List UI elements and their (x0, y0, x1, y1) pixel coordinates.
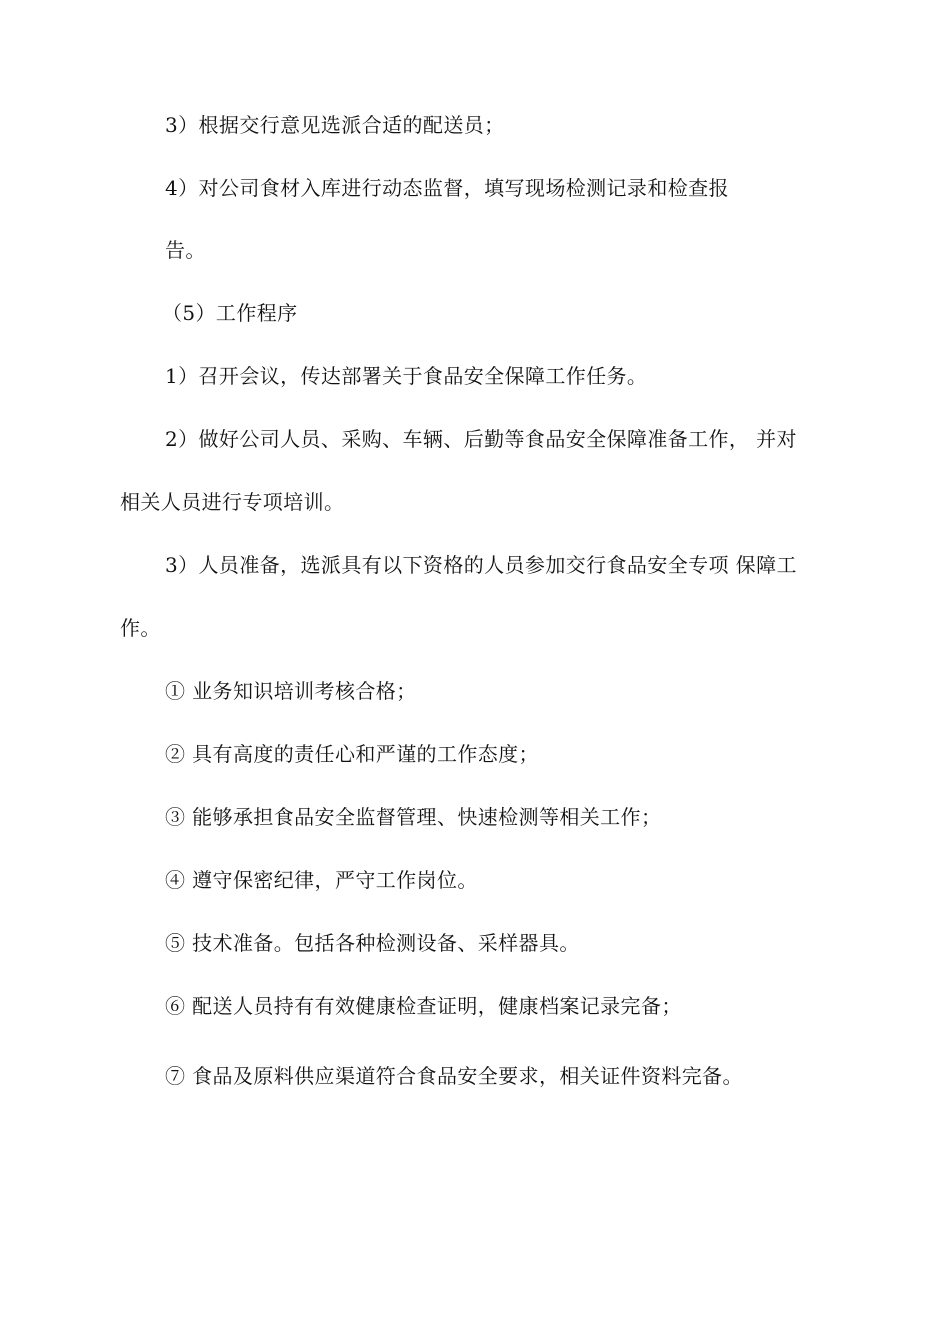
list-item: ⑤ 技术准备。包括各种检测设备、采样器具。 (165, 931, 580, 955)
paragraph-line: 告。 (165, 238, 206, 262)
paragraph-line: 3）人员准备，选派具有以下资格的人员参加交行食品安全专项 保障工 (165, 553, 797, 577)
section-heading: （5）工作程序 (162, 301, 298, 325)
paragraph-line: 相关人员进行专项培训。 (120, 490, 345, 514)
paragraph-line: 3）根据交行意见选派合适的配送员； (165, 113, 505, 137)
paragraph-line: 作。 (120, 616, 161, 640)
list-item: ② 具有高度的责任心和严谨的工作态度； (165, 742, 539, 766)
list-item: ③ 能够承担食品安全监督管理、快速检测等相关工作； (165, 805, 662, 829)
paragraph-line: 2）做好公司人员、采购、车辆、后勤等食品安全保障准备工作， 并对 (165, 427, 797, 451)
list-item: ④ 遵守保密纪律，严守工作岗位。 (165, 868, 478, 892)
list-item: ⑦ 食品及原料供应渠道符合食品安全要求，相关证件资料完备。 (165, 1064, 743, 1088)
paragraph-line: 1）召开会议，传达部署关于食品安全保障工作任务。 (165, 364, 648, 388)
list-item: ① 业务知识培训考核合格； (165, 679, 417, 703)
list-item: ⑥ 配送人员持有有效健康检查证明，健康档案记录完备； (165, 994, 682, 1018)
paragraph-line: 4）对公司食材入库进行动态监督，填写现场检测记录和检查报 (165, 176, 729, 200)
